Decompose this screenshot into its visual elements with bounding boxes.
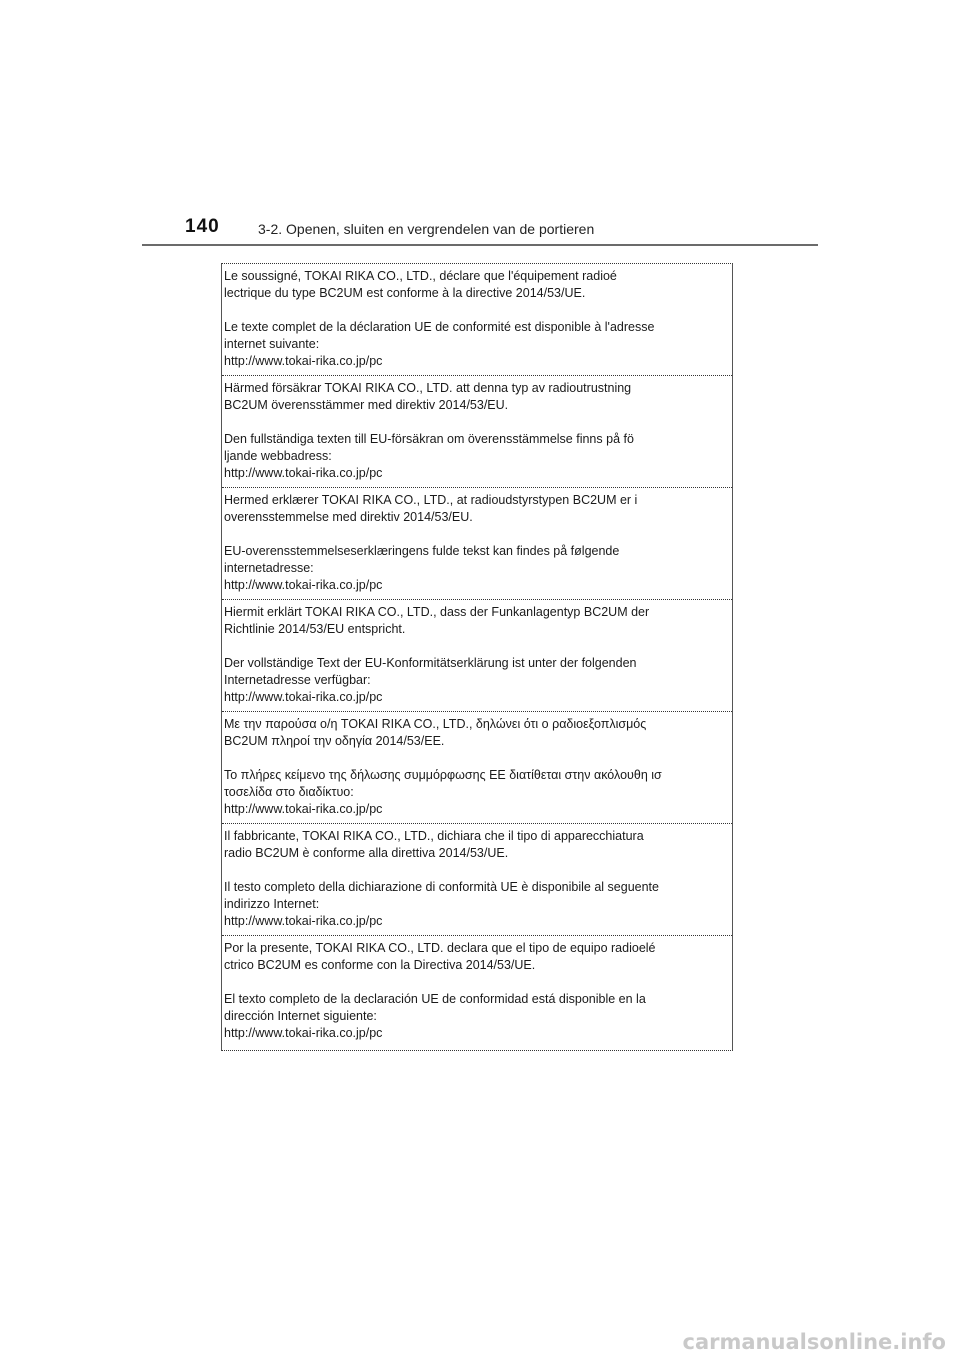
declaration-text: internetadresse:	[224, 561, 314, 575]
declaration-text: El texto completo de la declaración UE de conformidad está disponible en la	[224, 992, 646, 1006]
declaration-url: http://www.tokai-rika.co.jp/pc	[224, 466, 383, 480]
declaration-danish	[222, 488, 732, 600]
watermark: carmanualsonline.info	[682, 1330, 946, 1354]
declaration-swedish	[222, 376, 732, 488]
page-header	[142, 216, 818, 244]
declaration-french	[222, 264, 732, 376]
declaration-text: Den fullständiga texten till EU-försäkran om överensstämmelse finns på fö	[224, 432, 634, 446]
declaration-text: Με την παρούσα ο/η TOKAI RIKA CO., LTD., δηλώνει ότι ο ραδιοεξοπλισμός	[224, 717, 647, 731]
header-divider	[142, 244, 818, 246]
declaration-text: Internetadresse verfügbar:	[224, 673, 371, 687]
declaration-text: Härmed försäkrar TOKAI RIKA CO., LTD. att denna typ av radioutrustning	[224, 381, 632, 395]
declaration-url: http://www.tokai-rika.co.jp/pc	[224, 1026, 383, 1040]
declaration-text: radio BC2UM è conforme alla direttiva 2014/53/UE.	[224, 846, 509, 860]
declaration-text: ctrico BC2UM es conforme con la Directiva 2014/53/UE.	[224, 958, 536, 972]
declaration-text: Hermed erklærer TOKAI RIKA CO., LTD., at radioudstyrstypen BC2UM er i	[224, 493, 638, 507]
declaration-text: dirección Internet siguiente:	[224, 1009, 377, 1023]
declaration-text: Por la presente, TOKAI RIKA CO., LTD. declara que el tipo de equipo radioelé	[224, 941, 656, 955]
declaration-text: indirizzo Internet:	[224, 897, 320, 911]
declaration-text: Der vollständige Text der EU-Konformitätserklärung ist unter der folgenden	[224, 656, 637, 670]
declaration-text: lectrique du type BC2UM est conforme à la directive 2014/53/UE.	[224, 286, 586, 300]
declaration-text: Richtlinie 2014/53/EU entspricht.	[224, 622, 406, 636]
declaration-text: ljande webbadress:	[224, 449, 332, 463]
page-number: 140	[185, 216, 220, 237]
declaration-text: Le soussigné, TOKAI RIKA CO., LTD., déclare que l'équipement radioé	[224, 269, 617, 283]
declaration-text: τοσελίδα στο διαδίκτυο:	[224, 785, 354, 799]
declaration-text: BC2UM πληροί την οδηγία 2014/53/ΕΕ.	[224, 734, 445, 748]
declaration-text: internet suivante:	[224, 337, 320, 351]
declaration-spanish	[222, 936, 732, 1052]
declaration-text: BC2UM överensstämmer med direktiv 2014/53/EU.	[224, 398, 509, 412]
declaration-italian	[222, 824, 732, 936]
declaration-url: http://www.tokai-rika.co.jp/pc	[224, 578, 383, 592]
declaration-text: Το πλήρες κείμενο της δήλωσης συμμόρφωσης ΕΕ διατίθεται στην ακόλουθη ισ	[224, 768, 662, 782]
declaration-of-conformity-box	[221, 263, 733, 1051]
declaration-url: http://www.tokai-rika.co.jp/pc	[224, 802, 383, 816]
declaration-text: Le texte complet de la déclaration UE de conformité est disponible à l'adresse	[224, 320, 655, 334]
declaration-text: Il testo completo della dichiarazione di conformità UE è disponibile al seguente	[224, 880, 659, 894]
declaration-german	[222, 600, 732, 712]
declaration-text: Hiermit erklärt TOKAI RIKA CO., LTD., dass der Funkanlagentyp BC2UM der	[224, 605, 650, 619]
declaration-text: overensstemmelse med direktiv 2014/53/EU.	[224, 510, 473, 524]
declaration-url: http://www.tokai-rika.co.jp/pc	[224, 914, 383, 928]
declaration-url: http://www.tokai-rika.co.jp/pc	[224, 354, 383, 368]
declaration-text: Il fabbricante, TOKAI RIKA CO., LTD., dichiara che il tipo di apparecchiatura	[224, 829, 644, 843]
declaration-greek	[222, 712, 732, 824]
chapter-title: 3-2. Openen, sluiten en vergrendelen van de portieren	[258, 221, 595, 237]
declaration-text: EU-overensstemmelseserklæringens fulde tekst kan findes på følgende	[224, 544, 620, 558]
declaration-url: http://www.tokai-rika.co.jp/pc	[224, 690, 383, 704]
